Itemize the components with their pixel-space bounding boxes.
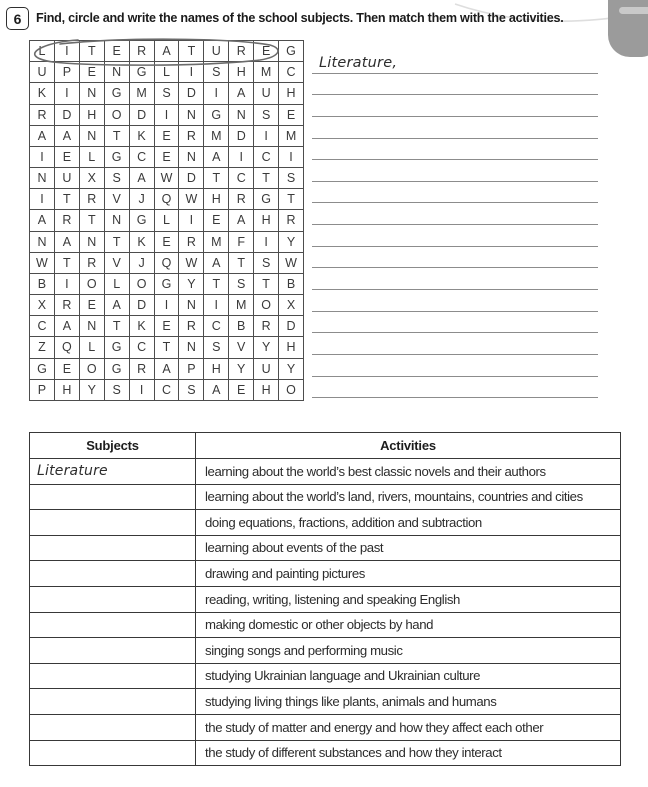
wordsearch-cell: A — [204, 146, 229, 167]
wordsearch-cell: A — [229, 210, 254, 231]
subject-cell[interactable] — [30, 586, 196, 612]
wordsearch-cell: C — [154, 379, 179, 400]
answer-line-blank[interactable] — [312, 139, 598, 161]
wordsearch-cell: I — [179, 62, 204, 83]
wordsearch-cell: I — [129, 379, 154, 400]
wordsearch-cell: S — [204, 337, 229, 358]
wordsearch-cell: G — [129, 210, 154, 231]
wordsearch-cell: M — [204, 125, 229, 146]
exercise-number: 6 — [13, 10, 22, 27]
wordsearch-cell: A — [30, 125, 55, 146]
wordsearch-cell: I — [254, 125, 279, 146]
wordsearch-cell: E — [104, 41, 129, 62]
wordsearch-cell: A — [129, 168, 154, 189]
wordsearch-cell: P — [54, 62, 79, 83]
wordsearch-cell: J — [129, 189, 154, 210]
answer-line-blank[interactable] — [312, 160, 598, 182]
wordsearch-row — [30, 273, 304, 294]
wordsearch-cell: Q — [154, 252, 179, 273]
wordsearch-cell: N — [79, 316, 104, 337]
activity-cell: studying Ukrainian language and Ukrainian culture — [196, 663, 621, 689]
page-corner-tab-bar — [619, 7, 648, 14]
wordsearch-cell: S — [154, 83, 179, 104]
wordsearch-cell: N — [79, 83, 104, 104]
wordsearch-cell: N — [30, 231, 55, 252]
wordsearch-cell: G — [154, 273, 179, 294]
wordsearch-cell: T — [104, 316, 129, 337]
wordsearch-cell: W — [154, 168, 179, 189]
answer-line-blank[interactable] — [312, 247, 598, 269]
wordsearch-cell: A — [54, 125, 79, 146]
answer-line-blank[interactable] — [312, 290, 598, 312]
wordsearch-cell: E — [154, 231, 179, 252]
match-table-row — [30, 484, 621, 510]
wordsearch-cell: T — [229, 252, 254, 273]
wordsearch-cell: H — [254, 379, 279, 400]
wordsearch-cell: A — [154, 358, 179, 379]
wordsearch-cell: J — [129, 252, 154, 273]
wordsearch-cell: Y — [279, 358, 304, 379]
wordsearch-cell: T — [254, 168, 279, 189]
wordsearch-cell: X — [30, 295, 55, 316]
exercise-number-badge — [6, 7, 29, 30]
wordsearch-cell: A — [54, 231, 79, 252]
wordsearch-cell: D — [129, 104, 154, 125]
match-table-row — [30, 714, 621, 740]
wordsearch-cell: E — [254, 41, 279, 62]
subject-cell[interactable] — [30, 535, 196, 561]
wordsearch-cell: Q — [154, 189, 179, 210]
wordsearch-cell: A — [30, 210, 55, 231]
activity-cell: learning about the world’s land, rivers, mountains, countries and cities — [196, 484, 621, 510]
wordsearch-cell: Y — [254, 337, 279, 358]
activity-cell: singing songs and performing music — [196, 638, 621, 664]
wordsearch-cell: E — [229, 379, 254, 400]
match-table-row — [30, 535, 621, 561]
wordsearch-cell: D — [54, 104, 79, 125]
wordsearch-cell: O — [79, 358, 104, 379]
wordsearch-cell: D — [129, 295, 154, 316]
wordsearch-cell: A — [229, 83, 254, 104]
wordsearch-cell: A — [154, 41, 179, 62]
wordsearch-cell: I — [154, 295, 179, 316]
wordsearch-cell: B — [279, 273, 304, 294]
answer-line-blank[interactable] — [312, 268, 598, 290]
match-table-row — [30, 689, 621, 715]
wordsearch-cell: G — [129, 62, 154, 83]
answer-line-filled[interactable] — [312, 52, 598, 74]
match-table-row — [30, 663, 621, 689]
wordsearch-cell: H — [204, 189, 229, 210]
instruction-text: Find, circle and write the names of the school subjects. Then match them with the activities. — [36, 11, 564, 25]
wordsearch-cell: L — [79, 337, 104, 358]
wordsearch-cell: H — [204, 358, 229, 379]
wordsearch-cell: C — [229, 168, 254, 189]
wordsearch-row — [30, 189, 304, 210]
subject-cell[interactable] — [30, 484, 196, 510]
answer-text: Literature, — [319, 54, 398, 71]
wordsearch-cell: Y — [179, 273, 204, 294]
wordsearch-cell: R — [254, 316, 279, 337]
wordsearch-cell: O — [129, 273, 154, 294]
wordsearch-cell: H — [279, 83, 304, 104]
match-table-row — [30, 740, 621, 766]
activities-column-header: Activities — [196, 433, 621, 459]
wordsearch-cell: D — [279, 316, 304, 337]
wordsearch-cell: L — [79, 146, 104, 167]
wordsearch-cell: I — [204, 295, 229, 316]
match-table-row — [30, 459, 621, 485]
wordsearch-cell: R — [79, 252, 104, 273]
wordsearch-row — [30, 316, 304, 337]
subject-cell[interactable] — [30, 561, 196, 587]
wordsearch-cell: C — [129, 146, 154, 167]
wordsearch-row — [30, 231, 304, 252]
wordsearch-cell: X — [279, 295, 304, 316]
wordsearch-cell: N — [229, 104, 254, 125]
wordsearch-cell: Y — [79, 379, 104, 400]
wordsearch-cell: I — [54, 273, 79, 294]
wordsearch-cell: M — [129, 83, 154, 104]
wordsearch-cell: I — [229, 146, 254, 167]
wordsearch-cell: R — [54, 210, 79, 231]
wordsearch-cell: E — [54, 358, 79, 379]
wordsearch-cell: E — [79, 62, 104, 83]
subject-cell: Literature — [30, 459, 196, 485]
answer-line-blank[interactable] — [312, 377, 598, 399]
page-corner-tab — [608, 0, 648, 57]
wordsearch-cell: G — [104, 337, 129, 358]
wordsearch-cell: T — [79, 41, 104, 62]
wordsearch-cell: I — [204, 83, 229, 104]
wordsearch-cell: G — [254, 189, 279, 210]
activity-cell: reading, writing, listening and speaking English — [196, 586, 621, 612]
answer-line-blank[interactable] — [312, 203, 598, 225]
wordsearch-cell: G — [104, 358, 129, 379]
wordsearch-row — [30, 62, 304, 83]
wordsearch-cell: M — [254, 62, 279, 83]
wordsearch-cell: T — [279, 189, 304, 210]
wordsearch-cell: K — [129, 316, 154, 337]
wordsearch-cell: I — [179, 210, 204, 231]
wordsearch-cell: C — [254, 146, 279, 167]
wordsearch-cell: P — [179, 358, 204, 379]
wordsearch-cell: R — [179, 125, 204, 146]
subject-cell[interactable] — [30, 510, 196, 536]
wordsearch-cell: N — [30, 168, 55, 189]
wordsearch-cell: B — [229, 316, 254, 337]
match-table-row — [30, 612, 621, 638]
wordsearch-cell: R — [229, 189, 254, 210]
wordsearch-row — [30, 379, 304, 400]
wordsearch-cell: S — [104, 168, 129, 189]
subject-cell[interactable] — [30, 689, 196, 715]
wordsearch-cell: W — [179, 252, 204, 273]
wordsearch-cell: H — [229, 62, 254, 83]
wordsearch-row — [30, 168, 304, 189]
activity-cell: drawing and painting pictures — [196, 561, 621, 587]
wordsearch-cell: T — [154, 337, 179, 358]
wordsearch-row — [30, 83, 304, 104]
wordsearch-cell: M — [229, 295, 254, 316]
wordsearch-cell: E — [154, 146, 179, 167]
wordsearch-cell: N — [179, 146, 204, 167]
wordsearch-cell: V — [104, 189, 129, 210]
wordsearch-cell: R — [54, 295, 79, 316]
wordsearch-cell: I — [254, 231, 279, 252]
wordsearch-grid — [29, 40, 304, 401]
match-table-row — [30, 561, 621, 587]
wordsearch-cell: K — [129, 231, 154, 252]
wordsearch-cell: N — [179, 104, 204, 125]
wordsearch-cell: O — [279, 379, 304, 400]
wordsearch-cell: S — [254, 104, 279, 125]
wordsearch-cell: S — [204, 62, 229, 83]
wordsearch-cell: W — [30, 252, 55, 273]
wordsearch-cell: D — [229, 125, 254, 146]
wordsearch-cell: A — [204, 252, 229, 273]
wordsearch-cell: Z — [30, 337, 55, 358]
wordsearch-cell: C — [129, 337, 154, 358]
wordsearch-cell: E — [154, 316, 179, 337]
wordsearch-row — [30, 210, 304, 231]
wordsearch-row — [30, 146, 304, 167]
match-table-header-row — [30, 433, 621, 459]
wordsearch-cell: R — [229, 41, 254, 62]
wordsearch-cell: L — [104, 273, 129, 294]
answer-line-blank[interactable] — [312, 225, 598, 247]
activity-cell: studying living things like plants, animals and humans — [196, 689, 621, 715]
wordsearch-cell: T — [54, 252, 79, 273]
wordsearch-cell: I — [54, 83, 79, 104]
wordsearch-cell: E — [54, 146, 79, 167]
wordsearch-cell: I — [54, 41, 79, 62]
wordsearch-cell: U — [54, 168, 79, 189]
answer-line-blank[interactable] — [312, 74, 598, 96]
wordsearch-cell: M — [279, 125, 304, 146]
wordsearch-row — [30, 125, 304, 146]
wordsearch-cell: C — [204, 316, 229, 337]
wordsearch-cell: G — [204, 104, 229, 125]
wordsearch-cell: E — [154, 125, 179, 146]
wordsearch-cell: R — [79, 189, 104, 210]
wordsearch-cell: I — [30, 189, 55, 210]
wordsearch-cell: F — [229, 231, 254, 252]
wordsearch-cell: X — [79, 168, 104, 189]
wordsearch-cell: T — [204, 168, 229, 189]
subject-cell[interactable] — [30, 740, 196, 766]
answer-line-blank[interactable] — [312, 355, 598, 377]
wordsearch-cell: S — [229, 273, 254, 294]
wordsearch-cell: E — [279, 104, 304, 125]
wordsearch-cell: T — [204, 273, 229, 294]
wordsearch-cell: Y — [229, 358, 254, 379]
wordsearch-cell: N — [104, 210, 129, 231]
wordsearch-cell: A — [54, 316, 79, 337]
wordsearch-cell: U — [204, 41, 229, 62]
wordsearch-cell: S — [104, 379, 129, 400]
wordsearch-cell: V — [104, 252, 129, 273]
wordsearch-cell: A — [104, 295, 129, 316]
wordsearch-cell: K — [129, 125, 154, 146]
wordsearch-cell: C — [30, 316, 55, 337]
wordsearch-cell: S — [179, 379, 204, 400]
wordsearch-cell: W — [279, 252, 304, 273]
activity-cell: the study of different substances and how they interact — [196, 740, 621, 766]
activity-cell: learning about the world’s best classic novels and their authors — [196, 459, 621, 485]
wordsearch-cell: N — [179, 337, 204, 358]
wordsearch-cell: D — [179, 168, 204, 189]
wordsearch-row — [30, 358, 304, 379]
wordsearch-cell: R — [129, 41, 154, 62]
wordsearch-row — [30, 295, 304, 316]
wordsearch-cell: N — [179, 295, 204, 316]
wordsearch-cell: T — [79, 210, 104, 231]
wordsearch-cell: C — [279, 62, 304, 83]
activity-cell: the study of matter and energy and how they affect each other — [196, 714, 621, 740]
wordsearch-cell: R — [179, 316, 204, 337]
wordsearch-cell: G — [279, 41, 304, 62]
activity-cell: learning about events of the past — [196, 535, 621, 561]
activity-cell: doing equations, fractions, addition and subtraction — [196, 510, 621, 536]
wordsearch-cell: T — [179, 41, 204, 62]
wordsearch-cell: H — [279, 337, 304, 358]
wordsearch-cell: N — [79, 231, 104, 252]
subjects-column-header: Subjects — [30, 433, 196, 459]
wordsearch-cell: L — [154, 210, 179, 231]
wordsearch-row — [30, 41, 304, 62]
wordsearch-cell: H — [54, 379, 79, 400]
wordsearch-cell: P — [30, 379, 55, 400]
wordsearch-cell: H — [254, 210, 279, 231]
wordsearch-cell: A — [204, 379, 229, 400]
activity-cell: making domestic or other objects by hand — [196, 612, 621, 638]
answer-line-blank[interactable] — [312, 333, 598, 355]
wordsearch-cell: L — [154, 62, 179, 83]
wordsearch-cell: D — [179, 83, 204, 104]
match-table-row — [30, 510, 621, 536]
match-table — [29, 432, 621, 766]
wordsearch-cell: O — [104, 104, 129, 125]
wordsearch-cell: K — [30, 83, 55, 104]
wordsearch-cell: T — [54, 189, 79, 210]
match-table-row — [30, 638, 621, 664]
wordsearch-cell: O — [79, 273, 104, 294]
wordsearch-cell: S — [254, 252, 279, 273]
answer-line-blank[interactable] — [312, 312, 598, 334]
answer-lines — [312, 52, 598, 398]
match-table-body — [30, 459, 621, 766]
wordsearch-cell: T — [104, 231, 129, 252]
wordsearch-cell: M — [204, 231, 229, 252]
wordsearch-cell: I — [30, 146, 55, 167]
wordsearch-cell: S — [279, 168, 304, 189]
wordsearch-cell: T — [104, 125, 129, 146]
match-table-row — [30, 586, 621, 612]
wordsearch-cell: B — [30, 273, 55, 294]
subject-cell[interactable] — [30, 612, 196, 638]
wordsearch-row — [30, 252, 304, 273]
wordsearch-row — [30, 337, 304, 358]
answer-line-blank[interactable] — [312, 95, 598, 117]
answer-line-blank[interactable] — [312, 182, 598, 204]
wordsearch-cell: V — [229, 337, 254, 358]
wordsearch-cell: R — [129, 358, 154, 379]
wordsearch-cell: R — [279, 210, 304, 231]
wordsearch-cell: E — [79, 295, 104, 316]
subject-cell[interactable] — [30, 638, 196, 664]
wordsearch-row — [30, 104, 304, 125]
wordsearch-cell: N — [104, 62, 129, 83]
wordsearch-cell: I — [279, 146, 304, 167]
subject-cell[interactable] — [30, 714, 196, 740]
wordsearch-cell: G — [104, 83, 129, 104]
wordsearch-cell: Y — [279, 231, 304, 252]
wordsearch-cell: U — [254, 83, 279, 104]
wordsearch-cell: I — [154, 104, 179, 125]
wordsearch-cell: N — [79, 125, 104, 146]
wordsearch-cell: W — [179, 189, 204, 210]
wordsearch-cell: R — [179, 231, 204, 252]
wordsearch-cell: R — [30, 104, 55, 125]
wordsearch-cell: O — [254, 295, 279, 316]
wordsearch-body — [30, 41, 304, 401]
wordsearch-cell: U — [30, 62, 55, 83]
subject-cell[interactable] — [30, 663, 196, 689]
wordsearch-cell: G — [30, 358, 55, 379]
wordsearch-cell: U — [254, 358, 279, 379]
wordsearch-cell: G — [104, 146, 129, 167]
wordsearch-cell: L — [30, 41, 55, 62]
wordsearch-cell: T — [254, 273, 279, 294]
wordsearch-cell: H — [79, 104, 104, 125]
wordsearch-cell: E — [204, 210, 229, 231]
answer-line-blank[interactable] — [312, 117, 598, 139]
wordsearch-cell: Q — [54, 337, 79, 358]
